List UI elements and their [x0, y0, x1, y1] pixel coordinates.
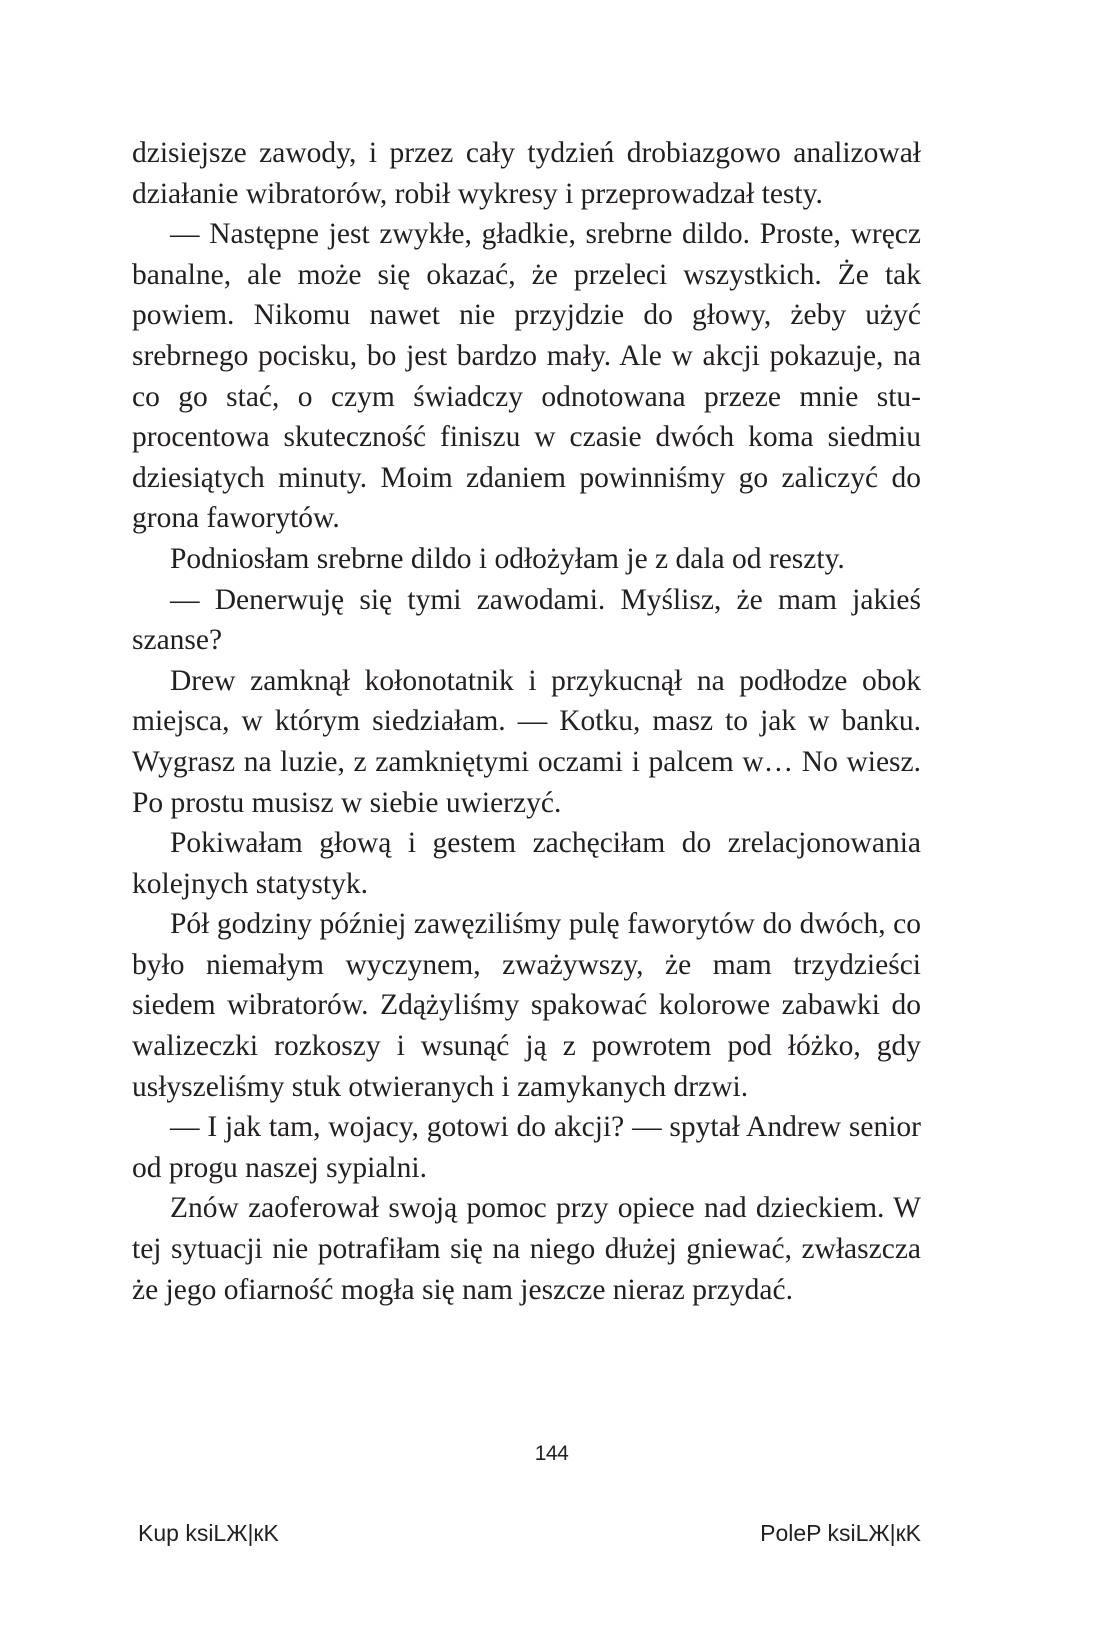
paragraph: Znów zaoferował swoją pomoc przy opiece nad dzieckiem. W tej sytuacji nie potrafiłam się na niego dłużej gniewać, zwłaszcza że jego ofiarność mogła się nam jeszcze nieraz przydać.	[132, 1192, 921, 1306]
page-body	[132, 133, 921, 1310]
paragraph: Pół godziny później zawęziliśmy pulę faworytów do dwóch, co było niemałym wyczynem, zważywszy, że mam trzydzieści siedem wibratorów. Zdążyliśmy spakować kolorowe zabawki do walizeczki rozkoszy i wsunąć ją z powrotem pod łóżko, gdy usłyszeliśmy stuk otwieranych i zamykanych drzwi.	[132, 908, 921, 1103]
paragraph: Podniosłam srebrne dildo i odłożyłam je z dala od reszty.	[170, 542, 845, 575]
paragraph: dzisiejsze zawody, i przez cały tydzień drobiazgowo analizował działanie wibratorów, robił wykresy i przeprowadzał testy.	[132, 137, 921, 210]
paragraph: — Denerwuję się tymi zawodami. Myślisz, że mam jakieś szanse?	[132, 583, 921, 657]
buy-book-link[interactable]: Kup ksiLЖ|кK	[138, 1520, 279, 1546]
paragraph: Pokiwałam głową i gestem zachęciłam do zrelacjonowania kolejnych statystyk.	[132, 827, 921, 900]
paragraph: Drew zamknął kołonotatnik i przykucnął na podłodze obok miejsca, w którym siedziałam. — Kotku, masz to jak w banku. Wygrasz na luzie, z zamkniętymi oczami i palcem w… No wiesz. Po prostu musisz w siebie uwierzyć.	[132, 664, 921, 819]
paragraph: — I jak tam, wojacy, gotowi do akcji? — spytał Andrew senior od progu naszej sypialni.	[132, 1111, 921, 1184]
recommend-book-link[interactable]: PoleP ksiLЖ|кK	[760, 1520, 921, 1546]
page-number: 144	[534, 1442, 569, 1465]
paragraph: — Następne jest zwykłe, gładkie, srebrne dildo. Proste, wręcz banalne, ale może się okazać, że przeleci wszystkich. Że tak powiem. Nikomu nawet nie przyjdzie do głowy, żeby użyć srebrnego pocisku, bo jest bardzo mały. Ale w akcji pokazuje, na co go stać, o czym świadczy odnotowana przeze mnie stuprocentowa skuteczność finiszu w czasie dwóch koma siedmiu dziesiątych minuty. Moim zdaniem powinniśmy go zaliczyć do grona faworytów.	[132, 218, 921, 535]
